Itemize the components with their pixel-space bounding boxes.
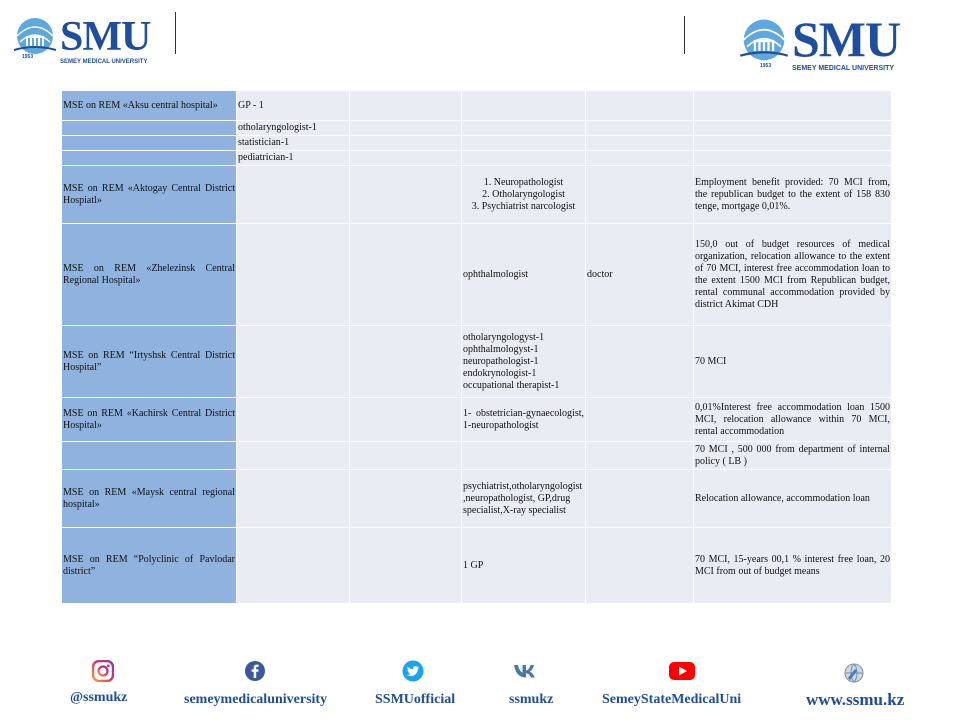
table-cell bbox=[350, 224, 462, 326]
logo-wordmark: SMU bbox=[60, 14, 151, 60]
specialist-item: ophthalmologyst-1 bbox=[463, 343, 539, 355]
specialist-item: 1 GP bbox=[463, 559, 484, 571]
table-cell bbox=[350, 121, 462, 136]
benefits-cell: 70 MCI bbox=[694, 326, 892, 398]
table-cell: GP - 1 bbox=[237, 91, 350, 121]
specialists-cell bbox=[462, 151, 586, 166]
specialist-item: occupational therapist-1 bbox=[463, 379, 560, 391]
specialist-item: 1. Neuropathologist bbox=[483, 176, 564, 188]
table-cell bbox=[586, 166, 694, 224]
hospital-cell: MSE on REM «Maysk central regional hospital» bbox=[62, 470, 237, 528]
youtube-icon bbox=[668, 660, 696, 687]
table-row bbox=[62, 470, 892, 528]
specialist-item: 1- obstetrician-gynaecologist, 1-neuropathologist bbox=[463, 407, 584, 431]
benefits-cell: 70 MCI , 500 000 from department of internal policy ( LB ) bbox=[694, 442, 892, 470]
table-cell: otholaryngologist-1 bbox=[237, 121, 350, 136]
specialists-cell bbox=[462, 224, 586, 326]
specialist-item: otholaryngologyst-1 bbox=[463, 331, 545, 343]
hospital-cell bbox=[62, 151, 237, 166]
table-cell bbox=[586, 136, 694, 151]
table-cell bbox=[586, 528, 694, 604]
table-cell bbox=[350, 91, 462, 121]
specialist-item: endokrynologist-1 bbox=[463, 367, 537, 379]
table-cell bbox=[586, 326, 694, 398]
social-link-website[interactable] bbox=[806, 660, 905, 709]
twitter-icon bbox=[402, 660, 424, 687]
header-divider-right bbox=[684, 16, 685, 54]
university-emblem-icon bbox=[738, 15, 790, 72]
table-cell bbox=[350, 166, 462, 224]
table-row bbox=[62, 136, 892, 151]
social-label: semeymedicaluniversity bbox=[184, 692, 328, 707]
social-label: SSMUofficial bbox=[375, 692, 456, 707]
table-cell bbox=[350, 398, 462, 442]
benefits-cell: 0,01%Interest free accommodation loan 1500 MCI, relocation allowance within 70 MCI, rental accommodation bbox=[694, 398, 892, 442]
hospital-cell bbox=[62, 442, 237, 470]
benefits-cell: 150,0 out of budget resources of medical organization, relocation allowance to the extent of 70 MCI, interest free accommodation loan to the extent 1500 MCI from Republican budget, rental communal accommodation provided by district Akimat CDH bbox=[694, 224, 892, 326]
web-icon bbox=[842, 660, 866, 689]
university-emblem-icon bbox=[12, 14, 58, 65]
table-cell bbox=[586, 91, 694, 121]
specialists-cell bbox=[462, 528, 586, 604]
benefits-cell bbox=[694, 121, 892, 136]
table-row bbox=[62, 442, 892, 470]
social-label: ssmukz bbox=[509, 692, 554, 707]
table-cell bbox=[237, 398, 350, 442]
table-row bbox=[62, 121, 892, 136]
table-cell bbox=[350, 136, 462, 151]
benefits-cell: Employment benefit provided: 70 MCI from, the republican budget to the extent of 158 830 tenge, mortgage 0,01%. bbox=[694, 166, 892, 224]
table-cell bbox=[350, 326, 462, 398]
logo-subtitle: SEMEY MEDICAL UNIVERSITY bbox=[792, 65, 895, 72]
hospital-cell bbox=[62, 136, 237, 151]
table-cell bbox=[586, 121, 694, 136]
specialist-item: 3. Psychiatrist narcologist bbox=[471, 200, 576, 212]
logo-subtitle: SEMEY MEDICAL UNIVERSITY bbox=[60, 59, 148, 65]
hospital-cell: MSE on REM «Aksu central hospital» bbox=[62, 91, 237, 121]
social-link-twitter[interactable] bbox=[375, 660, 456, 707]
specialists-cell bbox=[462, 398, 586, 442]
specialists-cell bbox=[462, 326, 586, 398]
social-link-facebook[interactable] bbox=[184, 660, 328, 707]
specialists-cell bbox=[462, 121, 586, 136]
table-cell bbox=[350, 151, 462, 166]
table-row bbox=[62, 398, 892, 442]
specialist-item: neuropathologist-1 bbox=[463, 355, 539, 367]
benefits-cell bbox=[694, 151, 892, 166]
header-divider-left bbox=[175, 12, 176, 54]
social-link-instagram[interactable] bbox=[70, 660, 128, 705]
benefits-cell: Relocation allowance, accommodation loan bbox=[694, 470, 892, 528]
specialists-cell bbox=[462, 442, 586, 470]
founding-year: 1953 bbox=[760, 63, 772, 69]
hospital-cell: MSE on REM «Aktogay Central District Hospiatl» bbox=[62, 166, 237, 224]
table-row bbox=[62, 91, 892, 121]
benefits-cell: 70 MCI, 15-years 00,1 % interest free loan, 20 MCI from out of budget means bbox=[694, 528, 892, 604]
specialists-cell bbox=[462, 91, 586, 121]
specialists-cell bbox=[462, 470, 586, 528]
specialist-item: psychiatrist,otholaryngologist,neuropathologist, GP,drug specialist,X-ray specialist bbox=[463, 480, 583, 516]
hospital-cell bbox=[62, 121, 237, 136]
table-row bbox=[62, 326, 892, 398]
logo-wordmark: SMU bbox=[792, 11, 901, 67]
table-cell bbox=[237, 442, 350, 470]
hospital-cell: MSE on REM “Polyclinic of Pavlodar district” bbox=[62, 528, 237, 604]
social-label: www.ssmu.kz bbox=[806, 690, 905, 709]
table-row bbox=[62, 151, 892, 166]
table-cell: statistician-1 bbox=[237, 136, 350, 151]
vacancies-table bbox=[61, 90, 892, 604]
smu-logo-left bbox=[12, 14, 150, 65]
table-cell bbox=[237, 528, 350, 604]
hospital-cell: MSE on REM «Kachirsk Central District Hospital» bbox=[62, 398, 237, 442]
table-cell bbox=[350, 528, 462, 604]
smu-logo-right bbox=[738, 11, 901, 72]
table-cell bbox=[586, 398, 694, 442]
table-cell bbox=[237, 166, 350, 224]
table-cell bbox=[586, 470, 694, 528]
specialists-cell bbox=[462, 136, 586, 151]
table-row bbox=[62, 224, 892, 326]
facebook-icon bbox=[244, 660, 266, 687]
table-cell bbox=[586, 151, 694, 166]
specialist-item: ophthalmologist bbox=[463, 268, 528, 280]
table-row bbox=[62, 528, 892, 604]
social-label: SemeyStateMedicalUni bbox=[602, 692, 742, 707]
social-link-youtube[interactable] bbox=[602, 660, 742, 707]
table-cell bbox=[350, 470, 462, 528]
table-cell bbox=[350, 442, 462, 470]
founding-year: 1953 bbox=[22, 54, 34, 60]
benefits-cell bbox=[694, 136, 892, 151]
hospital-cell: MSE on REM «Zhelezinsk Central Regional Hospital» bbox=[62, 224, 237, 326]
table-cell bbox=[237, 326, 350, 398]
table-cell: doctor bbox=[586, 224, 694, 326]
instagram-icon bbox=[92, 660, 114, 687]
hospital-cell: MSE on REM “Irtyshsk Central District Hospital” bbox=[62, 326, 237, 398]
specialist-item: 2. Otholaryngologist bbox=[482, 188, 565, 200]
table-cell bbox=[237, 224, 350, 326]
specialists-cell bbox=[462, 166, 586, 224]
table-cell bbox=[586, 442, 694, 470]
table-row bbox=[62, 166, 892, 224]
benefits-cell bbox=[694, 91, 892, 121]
social-label: @ssmukz bbox=[70, 690, 128, 705]
vk-icon bbox=[512, 660, 540, 687]
table-cell bbox=[237, 470, 350, 528]
table-cell: pediatrician-1 bbox=[237, 151, 350, 166]
social-link-vk[interactable] bbox=[509, 660, 554, 707]
